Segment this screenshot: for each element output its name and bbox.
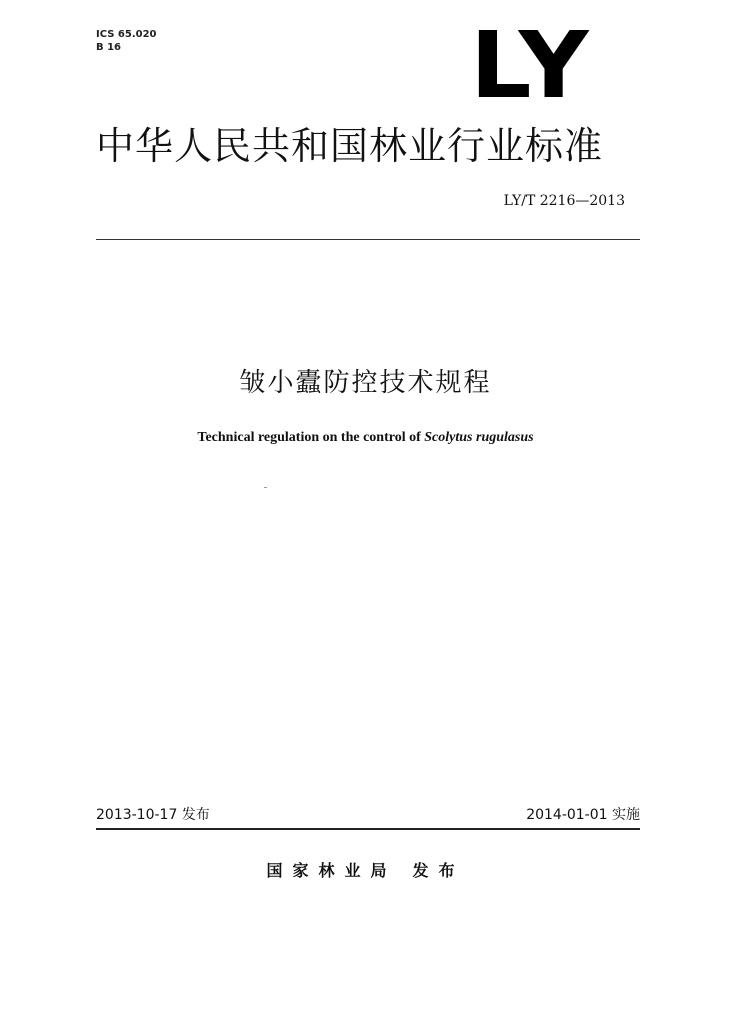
document-title-en-prefix: Technical regulation on the control of xyxy=(197,430,425,445)
implementation-date: 2014-01-01 实施 xyxy=(526,807,640,823)
standard-number: LY/T 2216—2013 xyxy=(503,193,625,209)
scan-speck xyxy=(264,487,267,488)
ccs-code: B 16 xyxy=(96,42,122,53)
brand-mark: LY xyxy=(470,12,591,119)
document-title-en xyxy=(0,429,731,447)
document-title-cn: 皱小蠹防控技术规程 xyxy=(239,368,492,398)
standard-title: 中华人民共和国林业行业标准 xyxy=(96,124,604,168)
classification-codes xyxy=(96,28,157,54)
publisher-line xyxy=(0,860,731,882)
document-title-en-species: Scolytus rugulasus xyxy=(424,430,534,445)
ics-code: ICS 65.020 xyxy=(96,29,157,40)
publisher-organization: 国家林业局 xyxy=(266,861,397,880)
publisher-action: 发布 xyxy=(412,861,465,880)
header-divider xyxy=(96,239,640,240)
footer-divider xyxy=(96,828,640,830)
issue-date: 2013-10-17 发布 xyxy=(96,807,210,823)
